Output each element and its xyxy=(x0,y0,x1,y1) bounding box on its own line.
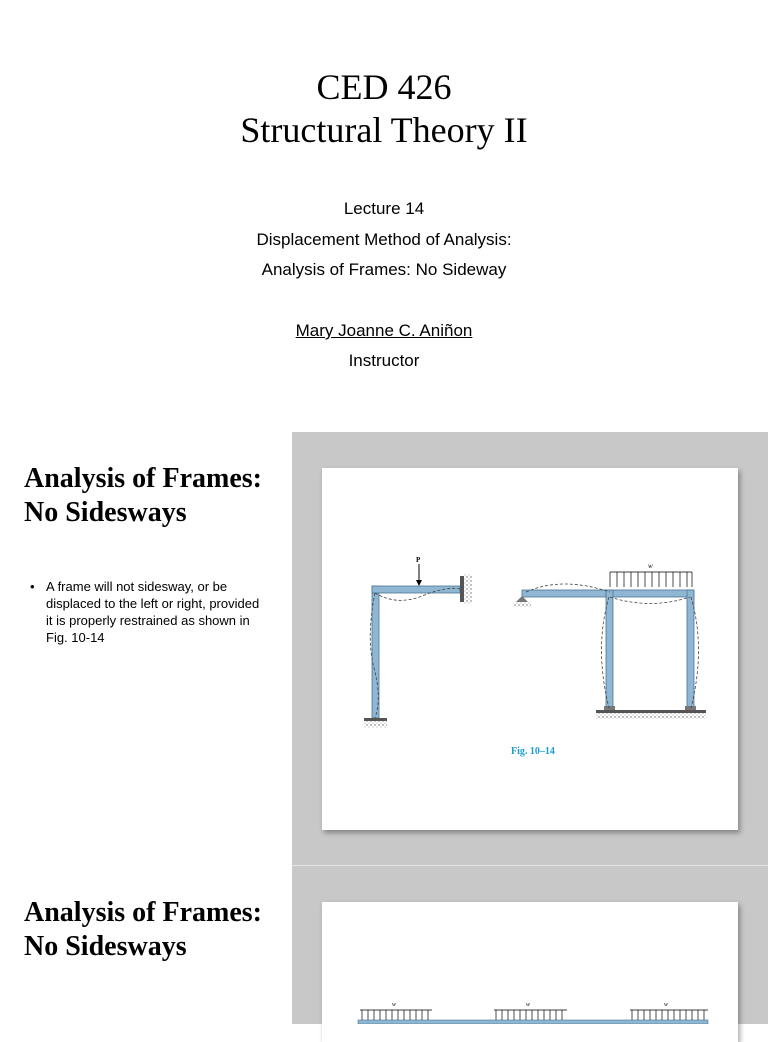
distributed-load-1 xyxy=(360,1010,432,1020)
left-frame xyxy=(364,556,472,728)
figure-card xyxy=(322,902,738,1042)
figure-caption: Fig. 10–14 xyxy=(511,746,555,757)
course-title: Structural Theory II xyxy=(240,110,528,150)
bullet-text: A frame will not sidesway, or be displaced to the left or right, provided it is properly restrained as shown in Fig. 10-14 xyxy=(46,579,260,645)
course-code: CED 426 xyxy=(316,67,452,107)
course-title-block xyxy=(0,66,768,152)
exterior-column xyxy=(687,590,694,710)
slide-heading: Analysis of Frames: No Sidesways xyxy=(24,463,262,528)
distributed-load-2 xyxy=(494,1010,567,1020)
left-beam xyxy=(372,586,460,593)
bullet-icon: • xyxy=(30,579,35,594)
distributed-load xyxy=(610,572,692,587)
frames-no-sidesway-slide xyxy=(0,432,768,866)
fixed-wall-support xyxy=(460,576,464,602)
bullet-point xyxy=(30,578,260,646)
frames-no-sidesway-slide-2 xyxy=(0,866,768,1024)
figure-panel xyxy=(292,866,768,1024)
base-hatch xyxy=(364,721,387,728)
exterior-base-support xyxy=(685,706,696,710)
point-load-arrowhead xyxy=(416,580,422,586)
distributed-load-3 xyxy=(630,1010,708,1020)
figure-panel xyxy=(292,432,768,866)
instructor-name-text: Mary Joanne C. Aniñon xyxy=(295,321,473,340)
pin-support-hatch xyxy=(513,602,531,607)
load-label-1: w xyxy=(392,1002,397,1008)
slide-heading: Analysis of Frames: No Sidesways xyxy=(24,897,262,962)
load-label-2: w xyxy=(526,1002,531,1008)
title-slide xyxy=(0,0,768,432)
continuous-frame-figure xyxy=(322,902,738,1024)
wall-hatch xyxy=(464,574,472,604)
instructor-role: Instructor xyxy=(348,351,420,370)
frame-figure xyxy=(322,468,738,830)
ground-line xyxy=(596,710,706,713)
ground-hatch xyxy=(596,713,706,719)
right-span-deflected-shape xyxy=(610,597,690,604)
topic-line-2: Analysis of Frames: No Sideway xyxy=(261,260,507,279)
right-frame xyxy=(513,562,706,719)
interior-column xyxy=(606,590,613,710)
continuous-beam xyxy=(358,1020,708,1024)
fixed-base-support xyxy=(364,718,387,721)
distributed-load-label: w xyxy=(648,562,653,570)
lecture-number: Lecture 14 xyxy=(343,199,425,218)
topic-line-1: Displacement Method of Analysis: xyxy=(256,230,512,249)
interior-base-support xyxy=(604,706,615,710)
instructor-name xyxy=(0,321,768,341)
point-load-label: P xyxy=(416,556,421,564)
load-label-3: w xyxy=(664,1002,669,1008)
figure-card xyxy=(322,468,738,830)
